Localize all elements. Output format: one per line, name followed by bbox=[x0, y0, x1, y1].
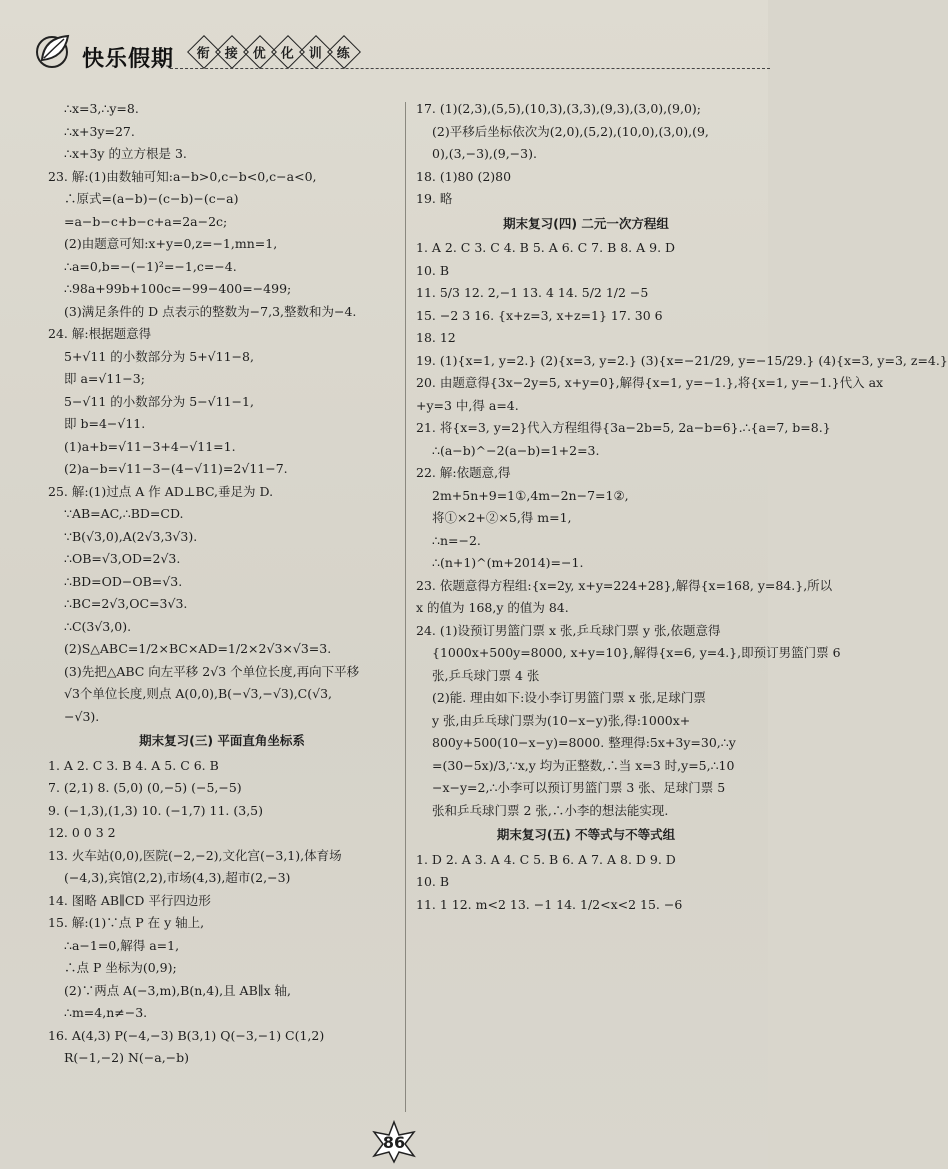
answer-line: 21. 将{x=3, y=2}代入方程组得{3a−2b=5, 2a−b=6}.∴{a=7, b=8.} bbox=[416, 420, 831, 435]
answer-line: 1. A 2. C 3. C 4. B 5. A 6. C 7. B 8. A 9. D bbox=[416, 240, 676, 255]
answer-line: 5−√11 的小数部分为 5−√11−1, bbox=[64, 393, 254, 409]
answer-line: 19. 略 bbox=[416, 191, 453, 206]
answer-line: (2)∵两点 A(−3,m),B(n,4),且 AB∥x 轴, bbox=[64, 982, 292, 998]
tagline-char: 衔 bbox=[187, 35, 221, 69]
answer-line: 7. (2,1) 8. (5,0) (0,−5) (−5,−5) bbox=[48, 780, 242, 795]
answer-line: =a−b−c+b−c+a=2a−2c; bbox=[64, 213, 228, 229]
answer-line: ∴BC=2√3,OC=3√3. bbox=[64, 596, 188, 611]
section-heading: 期末复习(四) 二元一次方程组 bbox=[503, 215, 669, 231]
answer-line: 张和乒乓球门票 2 张,∴小李的想法能实现. bbox=[432, 802, 669, 818]
header-divider bbox=[170, 68, 770, 69]
answer-line: ∴m=4,n≠−3. bbox=[64, 1005, 148, 1020]
tagline-char: 练 bbox=[327, 35, 361, 69]
answer-line: 将①×2+②×5,得 m=1, bbox=[432, 510, 572, 525]
answer-line: 23. 依题意得方程组:{x=2y, x+y=224+28},解得{x=168, y=84.},所以 bbox=[416, 577, 833, 593]
leaf-logo-icon bbox=[34, 30, 74, 70]
answer-line: 0),(3,−3),(9,−3). bbox=[432, 146, 537, 161]
answer-line: 15. −2 3 16. {x+z=3, x+z=1} 17. 30 6 bbox=[416, 307, 663, 323]
answer-line: −√3). bbox=[64, 708, 100, 724]
answer-line: ∴(n+1)^(m+2014)=−1. bbox=[432, 555, 584, 570]
answer-line: x 的值为 168,y 的值为 84. bbox=[416, 600, 569, 615]
header bbox=[20, 24, 760, 76]
answer-line: 24. (1)设预订男篮门票 x 张,乒乓球门票 y 张,依题意得 bbox=[416, 622, 721, 638]
answer-line: 25. 解:(1)过点 A 作 AD⊥BC,垂足为 D. bbox=[48, 483, 274, 499]
answer-line: 5+√11 的小数部分为 5+√11−8, bbox=[64, 348, 254, 364]
tagline-char: 训 bbox=[299, 35, 333, 69]
answer-line: (1)a+b=√11−3+4−√11=1. bbox=[64, 438, 236, 454]
answer-line: ∴x+3y 的立方根是 3. bbox=[64, 146, 187, 161]
section-heading: 期末复习(三) 平面直角坐标系 bbox=[139, 733, 305, 748]
answer-line: (2)平移后坐标依次为(2,0),(5,2),(10,0),(3,0),(9, bbox=[432, 123, 709, 139]
answer-line: 22. 解:依题意,得 bbox=[416, 465, 511, 480]
left-column bbox=[48, 98, 396, 1070]
answer-line: y 张,由乒乓球门票为(10−x−y)张,得:1000x+ bbox=[432, 712, 691, 728]
answer-line: ∴98a+99b+100c=−99−400=−499; bbox=[64, 281, 292, 296]
answer-line: ∴n=−2. bbox=[432, 532, 481, 548]
answer-line: ∴点 P 坐标为(0,9); bbox=[64, 960, 177, 975]
answer-line: ∴OB=√3,OD=2√3. bbox=[64, 551, 181, 566]
right-column bbox=[416, 98, 948, 916]
answer-line: {1000x+500y=8000, x+y=10},解得{x=6, y=4.},即预订男篮门票 6 bbox=[432, 645, 841, 660]
answer-line: 1. D 2. A 3. A 4. C 5. B 6. A 7. A 8. D 9. D bbox=[416, 851, 676, 867]
answer-line: 15. 解:(1)∵点 P 在 y 轴上, bbox=[48, 915, 205, 930]
tagline-char: 接 bbox=[215, 35, 249, 69]
page-number-badge bbox=[368, 1120, 420, 1164]
answer-line: (2)能. 理由如下:设小李订男篮门票 x 张,足球门票 bbox=[432, 690, 706, 705]
answer-line: ∴a=0,b=−(−1)²=−1,c=−4. bbox=[64, 258, 237, 274]
answer-line: 20. 由题意得{3x−2y=5, x+y=0},解得{x=1, y=−1.},将{x=1, y=−1.}代入 ax bbox=[416, 375, 884, 390]
answer-line: 17. (1)(2,3),(5,5),(10,3),(3,3),(9,3),(3,0),(9,0); bbox=[416, 101, 701, 116]
answer-line: 1. A 2. C 3. B 4. A 5. C 6. B bbox=[48, 757, 219, 773]
answer-line: 11. 1 12. m<2 13. −1 14. 1/2<x<2 15. −6 bbox=[416, 896, 683, 912]
page-number: 86 bbox=[382, 1132, 406, 1152]
answer-line: 张,乒乓球门票 4 张 bbox=[432, 667, 540, 683]
answer-line: (3)先把△ABC 向左平移 2√3 个单位长度,再向下平移 bbox=[64, 663, 360, 679]
answer-line: ∴x+3y=27. bbox=[64, 123, 135, 139]
answer-line: 18. 12 bbox=[416, 330, 456, 345]
answer-line: =(30−5x)/3,∵x,y 均为正整数,∴当 x=3 时,y=5,∴10 bbox=[432, 757, 735, 773]
answer-line: ∴原式=(a−b)−(c−b)−(c−a) bbox=[64, 191, 239, 206]
answer-line: 2m+5n+9=1①,4m−2n−7=1②, bbox=[432, 487, 629, 503]
answer-line: √3个单位长度,则点 A(0,0),B(−√3,−√3),C(√3, bbox=[64, 686, 332, 701]
section-heading: 期末复习(五) 不等式与不等式组 bbox=[496, 827, 676, 842]
answer-line: 19. (1){x=1, y=2.} (2){x=3, y=2.} (3){x=−21/29, y=−15/29.} (4){x=3, y=3, z=4.} bbox=[416, 352, 948, 368]
answer-line: ∴a−1=0,解得 a=1, bbox=[64, 937, 180, 953]
answer-line: 24. 解:根据题意得 bbox=[48, 326, 152, 341]
answer-line: +y=3 中,得 a=4. bbox=[416, 397, 519, 413]
answer-line: 10. B bbox=[416, 262, 450, 278]
answer-line: 11. 5/3 12. 2,−1 13. 4 14. 5/2 1/2 −5 bbox=[416, 285, 649, 300]
answer-line: ∵AB=AC,∴BD=CD. bbox=[64, 506, 184, 521]
answer-line: 13. 火车站(0,0),医院(−2,−2),文化宫(−3,1),体育场 bbox=[48, 847, 342, 863]
tagline bbox=[192, 40, 356, 64]
column-divider bbox=[405, 102, 406, 1112]
answer-line: 10. B bbox=[416, 874, 450, 889]
answer-line: −x−y=2,∴小李可以预订男篮门票 3 张、足球门票 5 bbox=[432, 780, 726, 795]
answer-line: ∴x=3,∴y=8. bbox=[64, 101, 139, 116]
answer-line: (3)满足条件的 D 点表示的整数为−7,3,整数和为−4. bbox=[64, 303, 357, 319]
answer-line: (2)由题意可知:x+y=0,z=−1,mn=1, bbox=[64, 236, 278, 251]
answer-line: 16. A(4,3) P(−4,−3) B(3,1) Q(−3,−1) C(1,2) bbox=[48, 1027, 325, 1043]
answer-line: ∴BD=OD−OB=√3. bbox=[64, 573, 183, 589]
brand-title: 快乐假期 bbox=[82, 47, 175, 72]
tagline-char: 化 bbox=[271, 35, 305, 69]
answer-line: (−4,3),宾馆(2,2),市场(4,3),超市(2,−3) bbox=[64, 870, 291, 885]
answer-line: 14. 图略 AB∥CD 平行四边形 bbox=[48, 892, 211, 908]
answer-line: 23. 解:(1)由数轴可知:a−b>0,c−b<0,c−a<0, bbox=[48, 168, 317, 184]
answer-line: ∴C(3√3,0). bbox=[64, 618, 132, 634]
answer-line: 9. (−1,3),(1,3) 10. (−1,7) 11. (3,5) bbox=[48, 802, 264, 818]
answer-line: 即 b=4−√11. bbox=[64, 416, 146, 431]
answer-line: (2)S△ABC=1/2×BC×AD=1/2×2√3×√3=3. bbox=[64, 641, 332, 656]
answer-line: R(−1,−2) N(−a,−b) bbox=[64, 1050, 190, 1065]
answer-line: ∴(a−b)^−2(a−b)=1+2=3. bbox=[432, 442, 600, 458]
answer-line: 即 a=√11−3; bbox=[64, 371, 145, 386]
answer-line: 800y+500(10−x−y)=8000. 整理得:5x+3y=30,∴y bbox=[432, 735, 736, 750]
answer-line: 18. (1)80 (2)80 bbox=[416, 168, 512, 184]
answer-line: 12. 0 0 3 2 bbox=[48, 825, 116, 840]
tagline-char: 优 bbox=[243, 35, 277, 69]
answer-line: (2)a−b=√11−3−(4−√11)=2√11−7. bbox=[64, 461, 288, 476]
answer-line: ∵B(√3,0),A(2√3,3√3). bbox=[64, 528, 198, 544]
